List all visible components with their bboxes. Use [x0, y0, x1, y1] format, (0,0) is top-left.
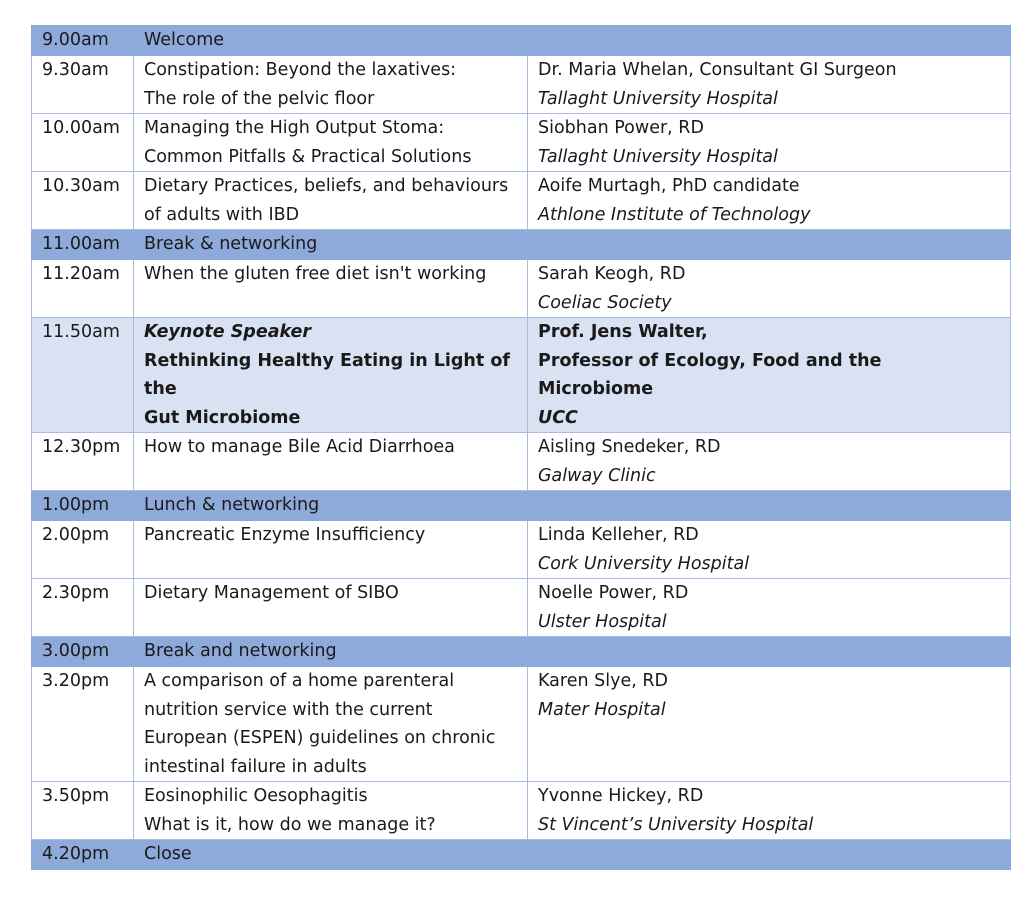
session-row	[32, 667, 1011, 782]
session-time: 11.00am	[32, 230, 134, 260]
session-time: 3.50pm	[32, 782, 134, 840]
speaker-organisation: Athlone Institute of Technology	[538, 204, 811, 225]
keynote-row	[32, 318, 1011, 433]
band-label: Welcome	[134, 26, 1011, 56]
band-label: Lunch & networking	[134, 491, 1011, 521]
speaker-name: Prof. Jens Walter,	[538, 322, 708, 342]
session-time: 10.30am	[32, 172, 134, 230]
session-row	[32, 782, 1011, 840]
session-speaker	[528, 433, 1011, 491]
session-row	[32, 260, 1011, 318]
keynote-label: Keynote Speaker	[144, 322, 312, 342]
session-time: 11.50am	[32, 318, 134, 433]
session-title	[134, 318, 528, 433]
programme-table	[31, 25, 1011, 870]
speaker-organisation: Mater Hospital	[538, 699, 666, 720]
session-title-line: Constipation: Beyond the laxatives:	[144, 60, 457, 80]
speaker-organisation: Cork University Hospital	[538, 553, 750, 574]
speaker-name: Noelle Power, RD	[538, 583, 689, 603]
session-title	[134, 521, 528, 579]
session-speaker	[528, 667, 1011, 782]
session-time: 9.30am	[32, 56, 134, 114]
speaker-organisation: Tallaght University Hospital	[538, 146, 778, 167]
session-row	[32, 521, 1011, 579]
session-time: 2.30pm	[32, 579, 134, 637]
session-speaker	[528, 56, 1011, 114]
speaker-name: Karen Slye, RD	[538, 671, 668, 691]
session-time: 4.20pm	[32, 840, 134, 870]
session-title	[134, 433, 528, 491]
session-title-line: When the gluten free diet isn't working	[144, 264, 487, 284]
session-title-line: The role of the pelvic floor	[144, 88, 375, 109]
speaker-name: Linda Kelleher, RD	[538, 525, 699, 545]
schedule-band-row	[32, 637, 1011, 667]
session-time: 1.00pm	[32, 491, 134, 521]
session-time: 11.20am	[32, 260, 134, 318]
speaker-organisation: Galway Clinic	[538, 465, 656, 486]
session-title-line: A comparison of a home parenteral	[144, 671, 455, 691]
speaker-name: Sarah Keogh, RD	[538, 264, 686, 284]
schedule-band-row	[32, 840, 1011, 870]
session-title-line: What is it, how do we manage it?	[144, 814, 436, 835]
session-title	[134, 579, 528, 637]
band-label: Close	[134, 840, 1011, 870]
session-time: 2.00pm	[32, 521, 134, 579]
session-title-line: European (ESPEN) guidelines on chronic	[144, 728, 496, 748]
speaker-organisation: UCC	[538, 407, 578, 428]
session-title-line: Dietary Management of SIBO	[144, 583, 399, 603]
session-row	[32, 114, 1011, 172]
session-title	[134, 782, 528, 840]
speaker-title: Professor of Ecology, Food and the Microbiome	[538, 350, 882, 399]
session-time: 9.00am	[32, 26, 134, 56]
speaker-name: Aisling Snedeker, RD	[538, 437, 721, 457]
speaker-organisation: Coeliac Society	[538, 292, 672, 313]
session-title	[134, 667, 528, 782]
session-title-line: of adults with IBD	[144, 204, 300, 225]
session-title-line: Dietary Practices, beliefs, and behaviours	[144, 176, 509, 196]
band-label: Break and networking	[134, 637, 1011, 667]
speaker-name: Siobhan Power, RD	[538, 118, 704, 138]
speaker-organisation: Tallaght University Hospital	[538, 88, 778, 109]
session-title-line: Eosinophilic Oesophagitis	[144, 786, 368, 806]
session-speaker	[528, 782, 1011, 840]
session-title	[134, 114, 528, 172]
speaker-organisation: Ulster Hospital	[538, 611, 667, 632]
session-title-line: Common Pitfalls & Practical Solutions	[144, 146, 472, 167]
session-time: 3.20pm	[32, 667, 134, 782]
session-speaker	[528, 114, 1011, 172]
speaker-name: Aoife Murtagh, PhD candidate	[538, 176, 800, 196]
session-time: 3.00pm	[32, 637, 134, 667]
session-title	[134, 260, 528, 318]
session-speaker	[528, 260, 1011, 318]
session-title-line: Managing the High Output Stoma:	[144, 118, 445, 138]
session-row	[32, 433, 1011, 491]
session-row	[32, 56, 1011, 114]
session-row	[32, 172, 1011, 230]
session-title-line: Pancreatic Enzyme Insufficiency	[144, 525, 426, 545]
session-title	[134, 56, 528, 114]
band-label: Break & networking	[134, 230, 1011, 260]
session-title-line: Gut Microbiome	[144, 407, 301, 428]
speaker-organisation: St Vincent’s University Hospital	[538, 814, 814, 835]
session-title-line: nutrition service with the current	[144, 699, 433, 720]
session-speaker	[528, 318, 1011, 433]
session-title	[134, 172, 528, 230]
speaker-name: Yvonne Hickey, RD	[538, 786, 704, 806]
schedule-band-row	[32, 230, 1011, 260]
speaker-name: Dr. Maria Whelan, Consultant GI Surgeon	[538, 60, 897, 80]
session-time: 12.30pm	[32, 433, 134, 491]
session-speaker	[528, 521, 1011, 579]
schedule-band-row	[32, 491, 1011, 521]
schedule-band-row	[32, 26, 1011, 56]
session-row	[32, 579, 1011, 637]
session-title-line: intestinal failure in adults	[144, 756, 367, 777]
session-time: 10.00am	[32, 114, 134, 172]
session-title-line: Rethinking Healthy Eating in Light of the	[144, 350, 510, 399]
session-speaker	[528, 579, 1011, 637]
session-title-line: How to manage Bile Acid Diarrhoea	[144, 437, 455, 457]
session-speaker	[528, 172, 1011, 230]
